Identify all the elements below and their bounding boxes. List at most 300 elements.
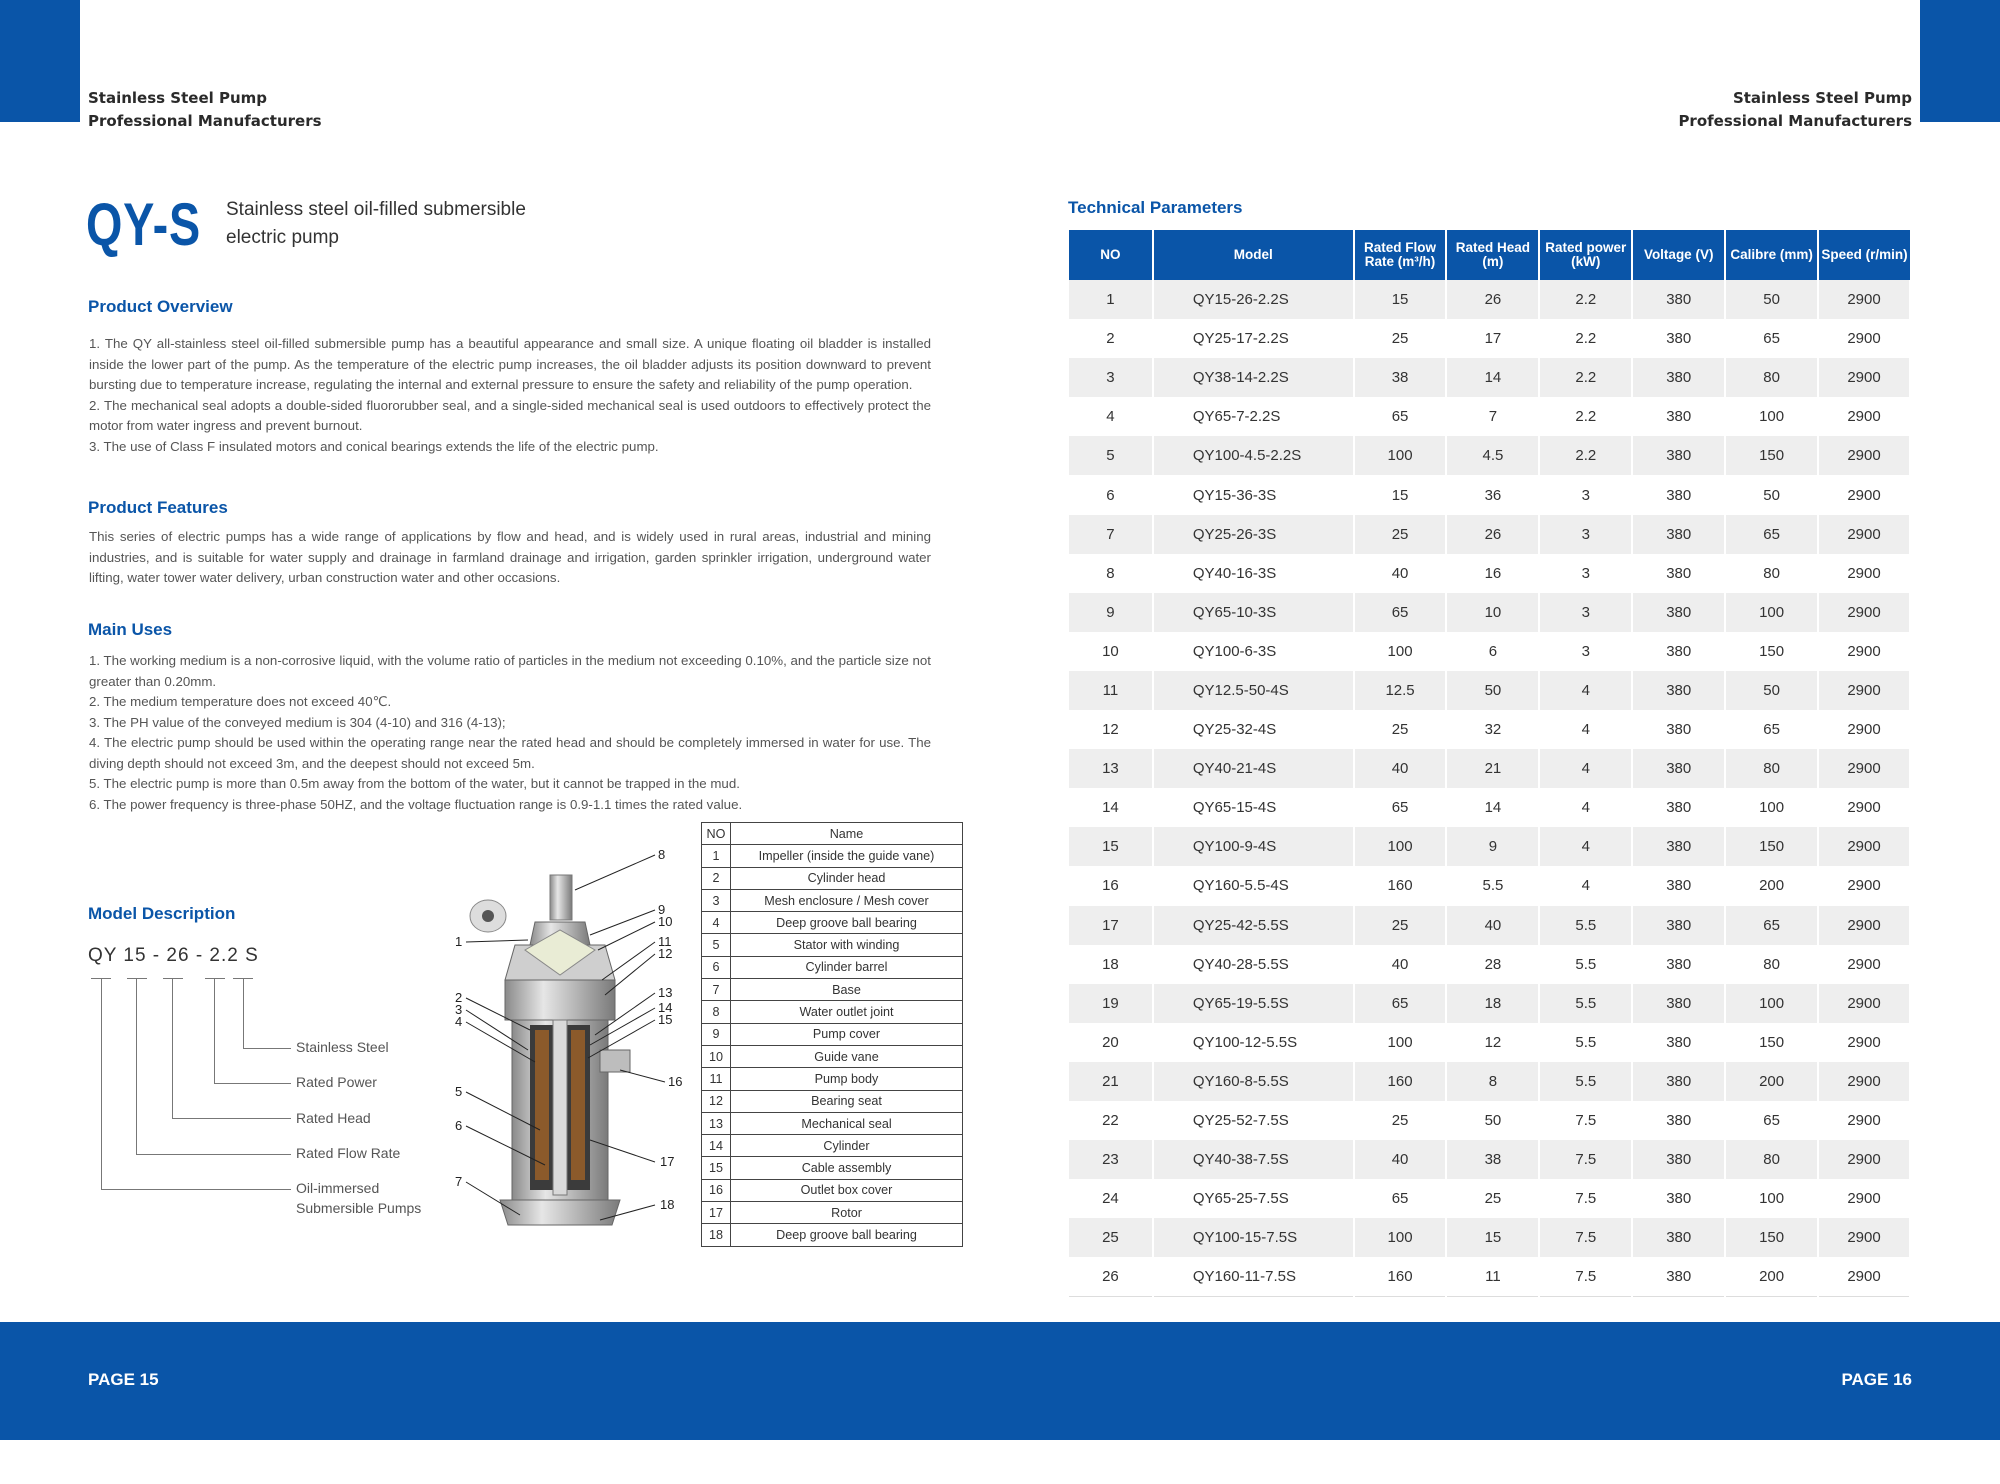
tech-header-cell: Rated power (kW) (1539, 230, 1632, 280)
tech-header-cell: Speed (r/min) (1818, 230, 1910, 280)
tech-cell-head: 36 (1446, 475, 1539, 514)
tech-cell-no: 4 (1069, 397, 1153, 436)
tech-cell-no: 15 (1069, 827, 1153, 866)
tech-cell-model: QY160-5.5-4S (1153, 866, 1354, 905)
parts-cell-name: Rotor (731, 1202, 963, 1224)
brand-line2: Professional Manufacturers (88, 112, 322, 130)
tech-cell-power: 5.5 (1539, 906, 1632, 945)
parts-cell-name: Deep groove ball bearing (731, 912, 963, 934)
parts-row (702, 845, 963, 867)
footer-band (0, 1322, 2000, 1440)
tech-cell-power: 5.5 (1539, 1023, 1632, 1062)
parts-cell-name: Pump body (731, 1068, 963, 1090)
parts-cell-no: 3 (702, 889, 731, 911)
tech-cell-flow: 100 (1354, 827, 1447, 866)
callout-11: 11 (658, 934, 672, 949)
callout-15: 15 (658, 1012, 673, 1027)
tech-cell-head: 32 (1446, 710, 1539, 749)
tech-cell-flow: 38 (1354, 358, 1447, 397)
parts-cell-no: 11 (702, 1068, 731, 1090)
tech-cell-power: 4 (1539, 788, 1632, 827)
tech-cell-model: QY25-26-3S (1153, 515, 1354, 554)
tech-cell-voltage: 380 (1632, 1257, 1725, 1296)
tech-cell-no: 18 (1069, 945, 1153, 984)
tech-cell-head: 50 (1446, 1101, 1539, 1140)
tech-cell-head: 15 (1446, 1218, 1539, 1257)
tech-row (1069, 984, 1910, 1023)
parts-row (702, 1202, 963, 1224)
tech-cell-power: 5.5 (1539, 984, 1632, 1023)
parts-row (702, 912, 963, 934)
model-label-oil (296, 1178, 421, 1218)
tech-cell-flow: 65 (1354, 788, 1447, 827)
tech-cell-model: QY25-17-2.2S (1153, 319, 1354, 358)
tech-cell-power: 4 (1539, 866, 1632, 905)
tech-row (1069, 1101, 1910, 1140)
tech-cell-flow: 40 (1354, 1140, 1447, 1179)
tech-cell-no: 10 (1069, 632, 1153, 671)
callout-10: 10 (658, 914, 673, 929)
tech-cell-calibre: 150 (1725, 1218, 1818, 1257)
tech-cell-head: 16 (1446, 554, 1539, 593)
tech-cell-calibre: 65 (1725, 1101, 1818, 1140)
pump-cutaway-diagram (440, 830, 705, 1230)
tech-cell-speed: 2900 (1818, 827, 1910, 866)
overview-line: 3. The use of Class F insulated motors and conical bearings extends the life of the electric pump. (89, 438, 659, 454)
tech-row (1069, 788, 1910, 827)
features-title: Product Features (88, 498, 228, 517)
parts-cell-no: 10 (702, 1045, 731, 1067)
parts-cell-name: Deep groove ball bearing (731, 1224, 963, 1246)
tech-row (1069, 632, 1910, 671)
tech-cell-calibre: 65 (1725, 515, 1818, 554)
model-label-head: Rated Head (296, 1110, 371, 1126)
parts-cell-no: 16 (702, 1179, 731, 1201)
uses-line: 2. The medium temperature does not exceed 40℃. (89, 694, 392, 709)
tech-cell-no: 5 (1069, 436, 1153, 475)
tech-cell-head: 17 (1446, 319, 1539, 358)
uses-line: 5. The electric pump is more than 0.5m away from the bottom of the water, but it cannot be trapped in the mud. (89, 776, 740, 791)
tech-cell-voltage: 380 (1632, 593, 1725, 632)
tech-cell-calibre: 100 (1725, 397, 1818, 436)
tech-cell-speed: 2900 (1818, 984, 1910, 1023)
tech-cell-no: 9 (1069, 593, 1153, 632)
tech-cell-head: 25 (1446, 1179, 1539, 1218)
tech-cell-model: QY12.5-50-4S (1153, 671, 1354, 710)
model-leader (243, 978, 244, 1048)
tech-cell-no: 21 (1069, 1062, 1153, 1101)
callout-14: 14 (658, 1000, 673, 1015)
tech-cell-speed: 2900 (1818, 1218, 1910, 1257)
tech-cell-flow: 65 (1354, 984, 1447, 1023)
tech-cell-voltage: 380 (1632, 319, 1725, 358)
parts-cell-name: Bearing seat (731, 1090, 963, 1112)
model-leader (172, 978, 173, 1118)
tech-row (1069, 593, 1910, 632)
tech-cell-no: 14 (1069, 788, 1153, 827)
model-description-title: Model Description (88, 904, 236, 923)
tech-cell-speed: 2900 (1818, 436, 1910, 475)
tech-cell-no: 23 (1069, 1140, 1153, 1179)
page-number-left: PAGE 15 (88, 1370, 159, 1389)
tech-cell-power: 4 (1539, 749, 1632, 788)
tech-cell-head: 50 (1446, 671, 1539, 710)
tech-cell-speed: 2900 (1818, 710, 1910, 749)
corner-accent-left (0, 0, 80, 122)
tech-cell-power: 5.5 (1539, 1062, 1632, 1101)
parts-cell-no: 14 (702, 1135, 731, 1157)
tech-cell-power: 3 (1539, 475, 1632, 514)
tech-cell-model: QY65-15-4S (1153, 788, 1354, 827)
parts-cell-no: 2 (702, 867, 731, 889)
tech-cell-speed: 2900 (1818, 788, 1910, 827)
callout-16: 16 (668, 1074, 683, 1089)
tech-cell-calibre: 50 (1725, 475, 1818, 514)
tech-cell-calibre: 150 (1725, 436, 1818, 475)
tech-cell-model: QY25-42-5.5S (1153, 906, 1354, 945)
tech-cell-voltage: 380 (1632, 475, 1725, 514)
callout-8: 8 (658, 847, 666, 862)
tech-cell-flow: 65 (1354, 1179, 1447, 1218)
parts-cell-name: Stator with winding (731, 934, 963, 956)
parts-cell-name: Outlet box cover (731, 1179, 963, 1201)
tech-cell-power: 7.5 (1539, 1101, 1632, 1140)
tech-cell-model: QY40-16-3S (1153, 554, 1354, 593)
tech-cell-no: 20 (1069, 1023, 1153, 1062)
tech-cell-voltage: 380 (1632, 1101, 1725, 1140)
overview-line: 2. The mechanical seal adopts a double-sided fluororubber seal, and a single-sided mechanical seal is used outdoors to effectively protect the motor from water ingress and prevent burnout. (89, 397, 931, 433)
tech-cell-no: 19 (1069, 984, 1153, 1023)
tech-cell-head: 10 (1446, 593, 1539, 632)
tech-cell-flow: 100 (1354, 1023, 1447, 1062)
callout-1: 1 (455, 934, 463, 949)
tech-cell-voltage: 380 (1632, 671, 1725, 710)
tech-cell-head: 11 (1446, 1257, 1539, 1296)
tech-cell-power: 3 (1539, 515, 1632, 554)
tech-cell-no: 6 (1069, 475, 1153, 514)
tech-cell-speed: 2900 (1818, 397, 1910, 436)
tech-cell-model: QY160-11-7.5S (1153, 1257, 1354, 1296)
model-leader (214, 1083, 291, 1084)
tech-cell-head: 7 (1446, 397, 1539, 436)
tech-cell-head: 18 (1446, 984, 1539, 1023)
parts-cell-no: 18 (702, 1224, 731, 1246)
tech-row (1069, 1218, 1910, 1257)
tech-cell-flow: 25 (1354, 319, 1447, 358)
tech-cell-speed: 2900 (1818, 593, 1910, 632)
tech-cell-calibre: 50 (1725, 671, 1818, 710)
model-leader (243, 1048, 291, 1049)
uses-line: 3. The PH value of the conveyed medium is 304 (4-10) and 316 (4-13); (89, 714, 506, 730)
tech-cell-voltage: 380 (1632, 632, 1725, 671)
tech-cell-power: 2.2 (1539, 280, 1632, 319)
tech-cell-calibre: 65 (1725, 906, 1818, 945)
tech-cell-model: QY65-19-5.5S (1153, 984, 1354, 1023)
parts-row (702, 1001, 963, 1023)
brand-header-left (88, 87, 322, 133)
tech-header-cell: NO (1069, 230, 1153, 280)
tech-cell-head: 21 (1446, 749, 1539, 788)
tech-cell-voltage: 380 (1632, 1062, 1725, 1101)
tech-cell-speed: 2900 (1818, 1140, 1910, 1179)
tech-cell-model: QY40-28-5.5S (1153, 945, 1354, 984)
tech-cell-speed: 2900 (1818, 1179, 1910, 1218)
parts-cell-name: Water outlet joint (731, 1001, 963, 1023)
model-leader (136, 978, 137, 1154)
parts-cell-name: Base (731, 979, 963, 1001)
overview-line: 1. The QY all-stainless steel oil-filled submersible pump has a beautiful appearance and small size. A unique floating oil bladder is installed inside the lower part of the pump. As the temperature of the electric pump increases, the oil bladder adjusts its position downward to prevent bursting due to temperature increase, regulating the internal and external pressure to ensure the safety and reliability of the pump operation. (89, 336, 931, 392)
tech-cell-head: 6 (1446, 632, 1539, 671)
callout-4: 4 (455, 1014, 463, 1029)
tech-cell-head: 26 (1446, 280, 1539, 319)
parts-cell-no: 5 (702, 934, 731, 956)
parts-table (701, 822, 963, 1247)
tech-cell-voltage: 380 (1632, 1140, 1725, 1179)
tech-cell-no: 7 (1069, 515, 1153, 554)
overview-title: Product Overview (88, 297, 233, 316)
model-leader (214, 978, 215, 1083)
tech-row (1069, 358, 1910, 397)
model-label-flow: Rated Flow Rate (296, 1145, 401, 1161)
tech-cell-power: 7.5 (1539, 1257, 1632, 1296)
tech-cell-model: QY25-52-7.5S (1153, 1101, 1354, 1140)
tech-cell-speed: 2900 (1818, 945, 1910, 984)
tech-cell-model: QY65-25-7.5S (1153, 1179, 1354, 1218)
tech-cell-speed: 2900 (1818, 1023, 1910, 1062)
tech-row (1069, 397, 1910, 436)
tech-cell-speed: 2900 (1818, 475, 1910, 514)
tech-cell-head: 4.5 (1446, 436, 1539, 475)
parts-cell-no: 12 (702, 1090, 731, 1112)
parts-row (702, 1157, 963, 1179)
tech-cell-voltage: 380 (1632, 749, 1725, 788)
parts-header-name: Name (731, 823, 963, 845)
tech-cell-speed: 2900 (1818, 1062, 1910, 1101)
parts-row (702, 1224, 963, 1246)
tech-cell-power: 7.5 (1539, 1218, 1632, 1257)
tech-row (1069, 436, 1910, 475)
callout-5: 5 (455, 1084, 463, 1099)
tech-cell-voltage: 380 (1632, 710, 1725, 749)
tech-cell-flow: 25 (1354, 710, 1447, 749)
technical-parameters-table (1069, 230, 1911, 1297)
tech-cell-flow: 40 (1354, 749, 1447, 788)
tech-cell-no: 2 (1069, 319, 1153, 358)
overview-text (89, 334, 931, 457)
tech-row (1069, 475, 1910, 514)
tech-cell-voltage: 380 (1632, 866, 1725, 905)
tech-cell-power: 2.2 (1539, 358, 1632, 397)
tech-cell-power: 3 (1539, 632, 1632, 671)
tech-cell-calibre: 150 (1725, 632, 1818, 671)
model-label-stainless: Stainless Steel (296, 1039, 389, 1055)
tech-cell-model: QY100-6-3S (1153, 632, 1354, 671)
tech-cell-calibre: 100 (1725, 788, 1818, 827)
tech-cell-voltage: 380 (1632, 984, 1725, 1023)
tech-cell-calibre: 65 (1725, 319, 1818, 358)
tech-cell-power: 2.2 (1539, 436, 1632, 475)
tech-row (1069, 554, 1910, 593)
tech-cell-head: 9 (1446, 827, 1539, 866)
tech-cell-voltage: 380 (1632, 397, 1725, 436)
tech-cell-no: 16 (1069, 866, 1153, 905)
tech-cell-head: 8 (1446, 1062, 1539, 1101)
tech-cell-calibre: 150 (1725, 1023, 1818, 1062)
tech-row (1069, 280, 1910, 319)
product-subtitle (226, 196, 526, 252)
tech-cell-model: QY38-14-2.2S (1153, 358, 1354, 397)
tech-cell-head: 28 (1446, 945, 1539, 984)
tech-cell-flow: 25 (1354, 906, 1447, 945)
tech-cell-model: QY100-9-4S (1153, 827, 1354, 866)
callout-18: 18 (660, 1197, 675, 1212)
tech-row (1069, 1062, 1910, 1101)
brand-line2: Professional Manufacturers (1678, 112, 1912, 130)
tech-cell-model: QY25-32-4S (1153, 710, 1354, 749)
tech-cell-model: QY160-8-5.5S (1153, 1062, 1354, 1101)
tech-cell-model: QY15-26-2.2S (1153, 280, 1354, 319)
tech-cell-flow: 100 (1354, 632, 1447, 671)
tech-cell-model: QY100-4.5-2.2S (1153, 436, 1354, 475)
parts-cell-name: Cylinder head (731, 867, 963, 889)
tech-cell-power: 5.5 (1539, 945, 1632, 984)
tech-cell-power: 4 (1539, 671, 1632, 710)
tech-header-cell: Voltage (V) (1632, 230, 1725, 280)
callout-2: 2 (455, 990, 463, 1005)
model-leader (101, 1189, 291, 1190)
tech-cell-flow: 25 (1354, 515, 1447, 554)
tech-cell-calibre: 200 (1725, 866, 1818, 905)
tech-cell-voltage: 380 (1632, 515, 1725, 554)
tech-cell-model: QY65-10-3S (1153, 593, 1354, 632)
tech-row (1069, 1179, 1910, 1218)
tech-cell-power: 7.5 (1539, 1179, 1632, 1218)
model-leader (101, 978, 102, 1189)
uses-line: 4. The electric pump should be used within the operating range near the rated head and should be completely immersed in water for use. The diving depth should not exceed 3m, and the deepest should not exceed 5m. (89, 735, 931, 771)
uses-title: Main Uses (88, 620, 173, 639)
tech-cell-model: QY100-15-7.5S (1153, 1218, 1354, 1257)
tech-cell-power: 7.5 (1539, 1140, 1632, 1179)
tech-cell-flow: 15 (1354, 280, 1447, 319)
parts-cell-no: 15 (702, 1157, 731, 1179)
tech-cell-power: 4 (1539, 710, 1632, 749)
page-number-right: PAGE 16 (1841, 1370, 1912, 1389)
tech-cell-voltage: 380 (1632, 1218, 1725, 1257)
parts-cell-no: 1 (702, 845, 731, 867)
tech-row (1069, 1023, 1910, 1062)
parts-cell-no: 8 (702, 1001, 731, 1023)
tech-row (1069, 1140, 1910, 1179)
subtitle-line1: Stainless steel oil-filled submersible (226, 199, 526, 220)
model-tick (163, 978, 183, 979)
tech-cell-calibre: 200 (1725, 1257, 1818, 1296)
tech-cell-power: 4 (1539, 827, 1632, 866)
callout-17: 17 (660, 1154, 675, 1169)
tech-cell-no: 1 (1069, 280, 1153, 319)
uses-text (89, 651, 931, 815)
tech-cell-flow: 65 (1354, 593, 1447, 632)
tech-cell-model: QY40-38-7.5S (1153, 1140, 1354, 1179)
parts-cell-no: 13 (702, 1112, 731, 1134)
tech-cell-no: 8 (1069, 554, 1153, 593)
tech-row (1069, 671, 1910, 710)
tech-header-row (1069, 230, 1910, 280)
tech-row (1069, 515, 1910, 554)
uses-line: 1. The working medium is a non-corrosive liquid, with the volume ratio of particles in the medium not exceeding 0.10%, and the particle size not greater than 0.20mm. (89, 653, 931, 689)
tech-cell-calibre: 100 (1725, 984, 1818, 1023)
tech-cell-speed: 2900 (1818, 358, 1910, 397)
parts-cell-no: 9 (702, 1023, 731, 1045)
model-tick (127, 978, 147, 979)
tech-row (1069, 1257, 1910, 1296)
tech-cell-speed: 2900 (1818, 1101, 1910, 1140)
tech-cell-flow: 100 (1354, 1218, 1447, 1257)
product-logo: QY-S (86, 191, 201, 258)
tech-cell-voltage: 380 (1632, 945, 1725, 984)
tech-cell-no: 3 (1069, 358, 1153, 397)
model-leader (172, 1118, 291, 1119)
parts-row (702, 1135, 963, 1157)
tech-cell-no: 24 (1069, 1179, 1153, 1218)
tech-row (1069, 866, 1910, 905)
tech-cell-no: 25 (1069, 1218, 1153, 1257)
parts-row (702, 1179, 963, 1201)
tech-cell-speed: 2900 (1818, 280, 1910, 319)
parts-row (702, 1023, 963, 1045)
tech-cell-head: 14 (1446, 358, 1539, 397)
parts-row (702, 1045, 963, 1067)
tech-cell-calibre: 80 (1725, 1140, 1818, 1179)
tech-cell-speed: 2900 (1818, 515, 1910, 554)
tech-cell-flow: 40 (1354, 554, 1447, 593)
model-label-oil-line1: Oil-immersed (296, 1180, 380, 1196)
tech-cell-calibre: 80 (1725, 749, 1818, 788)
tech-header-cell: Model (1153, 230, 1354, 280)
tech-cell-flow: 160 (1354, 866, 1447, 905)
tech-cell-head: 38 (1446, 1140, 1539, 1179)
tech-cell-voltage: 380 (1632, 788, 1725, 827)
callout-7: 7 (455, 1174, 463, 1189)
brand-line1: Stainless Steel Pump (1732, 89, 1912, 107)
parts-cell-name: Pump cover (731, 1023, 963, 1045)
parts-cell-no: 17 (702, 1202, 731, 1224)
parts-row (702, 1112, 963, 1134)
tech-cell-power: 3 (1539, 593, 1632, 632)
callout-3: 3 (455, 1002, 463, 1017)
corner-accent-right (1920, 0, 2000, 122)
tech-cell-head: 12 (1446, 1023, 1539, 1062)
callout-13: 13 (658, 985, 673, 1000)
parts-row (702, 1068, 963, 1090)
tech-row (1069, 945, 1910, 984)
parts-cell-name: Cylinder barrel (731, 956, 963, 978)
tech-cell-flow: 12.5 (1354, 671, 1447, 710)
parts-cell-name: Impeller (inside the guide vane) (731, 845, 963, 867)
parts-cell-name: Mechanical seal (731, 1112, 963, 1134)
model-tick (205, 978, 225, 979)
tech-cell-head: 5.5 (1446, 866, 1539, 905)
tech-cell-speed: 2900 (1818, 906, 1910, 945)
parts-header-row (702, 823, 963, 845)
tech-cell-voltage: 380 (1632, 436, 1725, 475)
parts-cell-no: 4 (702, 912, 731, 934)
tech-cell-calibre: 100 (1725, 1179, 1818, 1218)
tech-cell-power: 3 (1539, 554, 1632, 593)
tech-cell-model: QY40-21-4S (1153, 749, 1354, 788)
parts-cell-name: Guide vane (731, 1045, 963, 1067)
tech-cell-flow: 40 (1354, 945, 1447, 984)
uses-line: 6. The power frequency is three-phase 50HZ, and the voltage fluctuation range is 0.9-1.1 times the rated value. (89, 796, 743, 812)
